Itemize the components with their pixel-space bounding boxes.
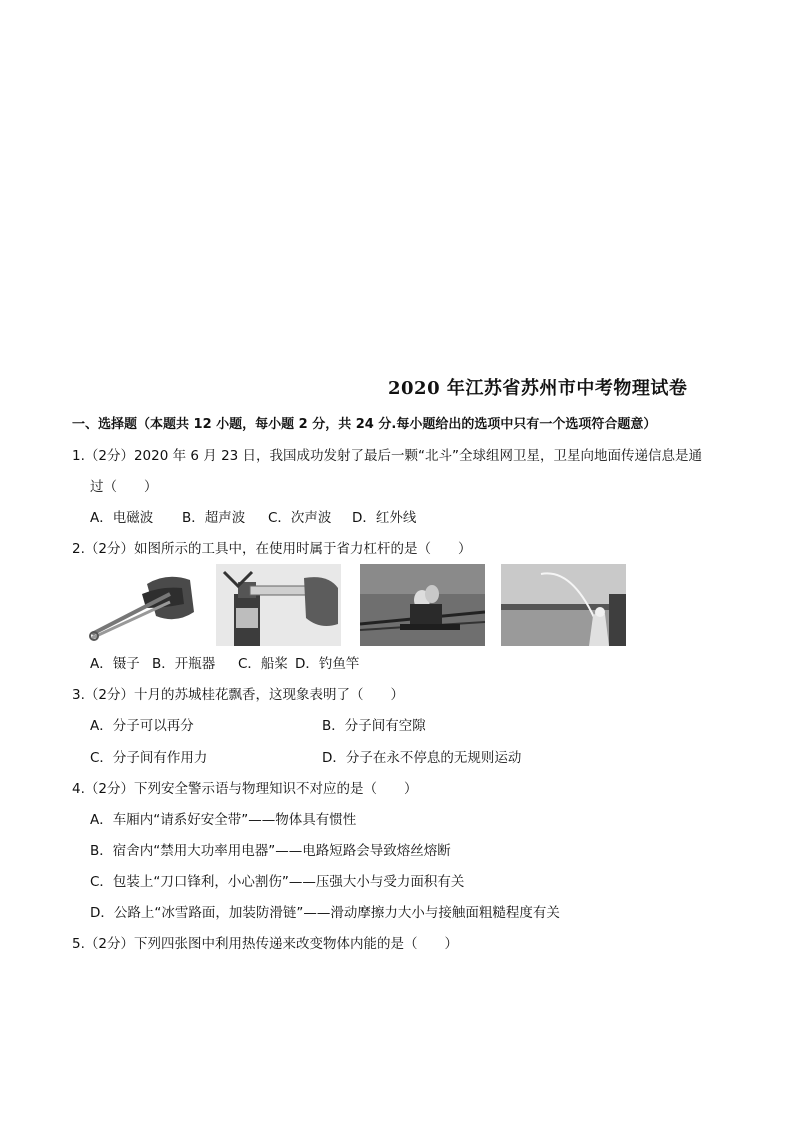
question-2-option-d: D．钓鱼竿	[295, 656, 360, 672]
question-4-stem: 4.（2分）下列安全警示语与物理知识不对应的是（ ）	[72, 781, 418, 797]
question-2-option-b: B．开瓶器	[152, 656, 216, 672]
fishing-rod-photo	[501, 564, 626, 646]
question-4-option-c: C．包装上“刀口锋利，小心割伤”——压强大小与受力面积有关	[90, 874, 465, 890]
question-4-option-b: B．宿舍内“禁用大功率用电器”——电路短路会导致熔丝熔断	[90, 843, 451, 859]
question-2-stem: 2.（2分）如图所示的工具中，在使用时属于省力杠杆的是（ ）	[72, 541, 472, 557]
tweezers-photo	[72, 564, 197, 646]
question-3-option-d: D．分子在永不停息的无规则运动	[322, 750, 522, 766]
question-4-option-d: D．公路上“冰雪路面，加装防滑链”——滑动摩擦力大小与接触面粗糙程度有关	[90, 905, 560, 921]
question-1-option-b: B．超声波	[182, 510, 246, 526]
section-heading: 一、选择题（本题共 12 小题，每小题 2 分，共 24 分.每小题给出的选项中只有一个选项符合题意）	[72, 417, 657, 432]
question-2-option-a: A．镊子	[90, 656, 140, 672]
question-1-stem-cont: 过（ ）	[90, 479, 158, 495]
question-1-stem: 1.（2分）2020 年 6 月 23 日，我国成功发射了最后一颗“北斗”全球组网卫星，卫星向地面传递信息是通	[72, 448, 703, 464]
question-2-option-c: C．船桨	[238, 656, 288, 672]
question-3-option-a: A．分子可以再分	[90, 718, 194, 734]
question-3-option-b: B．分子间有空隙	[322, 718, 426, 734]
question-4-option-a: A．车厢内“请系好安全带”——物体具有惯性	[90, 812, 357, 828]
exam-title: 2020 年江苏省苏州市中考物理试卷	[388, 378, 688, 399]
question-1-option-c: C．次声波	[268, 510, 332, 526]
bottle-opener-photo	[216, 564, 341, 646]
question-3-stem: 3.（2分）十月的苏城桂花飘香，这现象表明了（ ）	[72, 687, 404, 703]
question-1-option-d: D．红外线	[352, 510, 417, 526]
question-5-stem: 5.（2分）下列四张图中利用热传递来改变物体内能的是（ ）	[72, 936, 458, 952]
rowing-oar-photo	[360, 564, 485, 646]
question-3-option-c: C．分子间有作用力	[90, 750, 208, 766]
question-1-option-a: A．电磁波	[90, 510, 154, 526]
